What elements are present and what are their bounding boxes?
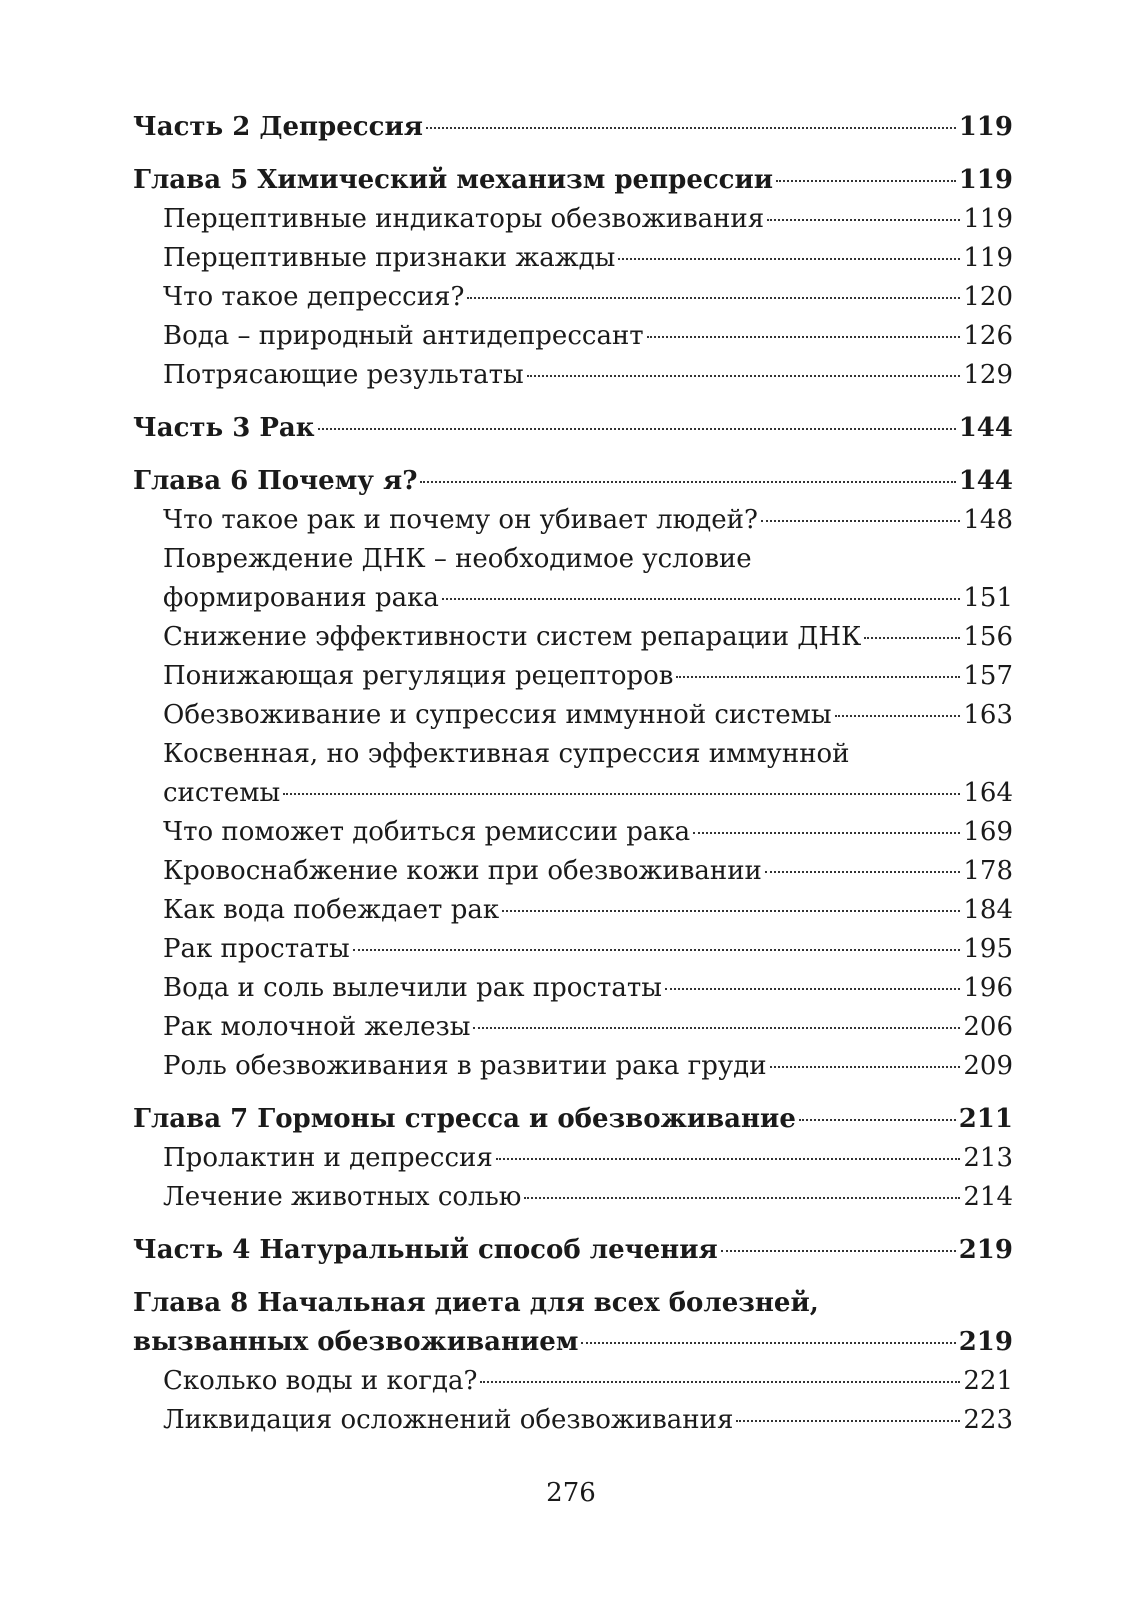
toc-page: 126	[963, 321, 1013, 351]
toc-page: 219	[958, 1235, 1013, 1265]
toc-page: 196	[963, 973, 1013, 1003]
leader-dots	[318, 428, 956, 430]
leader-dots	[693, 832, 960, 834]
toc-title: Кровоснабжение кожи при обезвоживании	[163, 856, 762, 886]
toc-page: 195	[963, 934, 1013, 964]
toc-section[interactable]	[133, 813, 1013, 852]
toc-page: 119	[963, 204, 1013, 234]
toc-title: Что такое депрессия?	[163, 282, 465, 312]
page-number: 276	[546, 1478, 596, 1508]
toc-section[interactable]	[133, 239, 1013, 278]
toc-page: 211	[958, 1104, 1013, 1134]
table-of-contents	[133, 108, 1013, 1440]
toc-section[interactable]	[133, 1362, 1013, 1401]
toc-page: 119	[958, 165, 1013, 195]
toc-page: 164	[963, 778, 1013, 808]
toc-title: Вода и соль вылечили рак простаты	[163, 973, 662, 1003]
toc-title: Лечение животных солью	[163, 1182, 522, 1212]
toc-section[interactable]	[133, 618, 1013, 657]
leader-dots	[765, 871, 960, 873]
toc-title: Глава 7 Гормоны стресса и обезвоживание	[133, 1104, 796, 1134]
toc-title: Снижение эффективности систем репарации ДНК	[163, 622, 862, 652]
toc-section[interactable]	[133, 278, 1013, 317]
toc-page: 213	[963, 1143, 1013, 1173]
leader-dots	[799, 1119, 956, 1121]
toc-section[interactable]	[133, 774, 1013, 813]
toc-page: 184	[963, 895, 1013, 925]
leader-dots	[426, 127, 956, 129]
toc-title: Ликвидация осложнений обезвоживания	[163, 1405, 734, 1435]
toc-page: 214	[963, 1182, 1013, 1212]
toc-section[interactable]	[133, 891, 1013, 930]
leader-dots	[647, 336, 961, 338]
toc-section[interactable]	[133, 356, 1013, 395]
toc-section[interactable]	[133, 1178, 1013, 1217]
toc-title-line1[interactable]: Повреждение ДНК – необходимое условие	[163, 544, 752, 574]
toc-chapter-8[interactable]	[133, 1323, 1013, 1362]
toc-section[interactable]	[133, 317, 1013, 356]
leader-dots	[864, 637, 960, 639]
toc-title: формирования рака	[163, 583, 439, 613]
toc-chapter-6[interactable]	[133, 462, 1013, 501]
toc-page: 156	[963, 622, 1013, 652]
toc-title-line1[interactable]: Глава 8 Начальная диета для всех болезней,	[133, 1288, 819, 1318]
toc-page: 219	[958, 1327, 1013, 1357]
toc-title: Вода – природный антидепрессант	[163, 321, 644, 351]
toc-page: 119	[958, 112, 1013, 142]
toc-chapter-7[interactable]	[133, 1100, 1013, 1139]
leader-dots	[761, 520, 960, 522]
toc-title: Сколько воды и когда?	[163, 1366, 478, 1396]
toc-section[interactable]	[133, 1047, 1013, 1086]
leader-dots	[736, 1420, 960, 1422]
toc-title: Потрясающие результаты	[163, 360, 524, 390]
toc-title: Глава 5 Химический механизм репрессии	[133, 165, 774, 195]
toc-page: 206	[963, 1012, 1013, 1042]
toc-page: 178	[963, 856, 1013, 886]
toc-title: Пролактин и депрессия	[163, 1143, 493, 1173]
toc-title: Перцептивные индикаторы обезвоживания	[163, 204, 765, 234]
toc-page: 157	[963, 661, 1013, 691]
toc-title-line1[interactable]: Косвенная, но эффективная супрессия иммунной	[163, 739, 850, 769]
toc-section[interactable]	[133, 501, 1013, 540]
leader-dots	[467, 297, 960, 299]
toc-section[interactable]	[133, 657, 1013, 696]
leader-dots	[767, 219, 960, 221]
toc-section[interactable]	[133, 200, 1013, 239]
toc-page: 144	[958, 466, 1013, 496]
leader-dots	[353, 949, 961, 951]
leader-dots	[665, 988, 960, 990]
toc-section[interactable]	[133, 1008, 1013, 1047]
toc-section[interactable]	[133, 930, 1013, 969]
toc-page: 223	[963, 1405, 1013, 1435]
toc-section[interactable]	[133, 1401, 1013, 1440]
toc-chapter-5[interactable]	[133, 161, 1013, 200]
toc-page: 209	[963, 1051, 1013, 1081]
leader-dots	[524, 1197, 960, 1199]
leader-dots	[676, 676, 960, 678]
toc-part-4[interactable]	[133, 1231, 1013, 1270]
leader-dots	[480, 1381, 960, 1383]
toc-page: 221	[963, 1366, 1013, 1396]
leader-dots	[770, 1066, 961, 1068]
toc-title: Как вода побеждает рак	[163, 895, 500, 925]
leader-dots	[496, 1158, 961, 1160]
leader-dots	[442, 598, 961, 600]
leader-dots	[502, 910, 960, 912]
toc-title: вызванных обезвоживанием	[133, 1327, 579, 1357]
toc-title: Роль обезвоживания в развитии рака груди	[163, 1051, 767, 1081]
toc-section[interactable]	[133, 1139, 1013, 1178]
leader-dots	[721, 1250, 956, 1252]
toc-section[interactable]	[133, 579, 1013, 618]
toc-section[interactable]	[133, 696, 1013, 735]
toc-part-2[interactable]	[133, 108, 1013, 147]
toc-title: Перцептивные признаки жажды	[163, 243, 616, 273]
leader-dots	[835, 715, 961, 717]
toc-title: Что поможет добиться ремиссии рака	[163, 817, 691, 847]
toc-part-3[interactable]	[133, 409, 1013, 448]
toc-title: Глава 6 Почему я?	[133, 466, 418, 496]
toc-page: 119	[963, 243, 1013, 273]
toc-page: 148	[963, 505, 1013, 535]
toc-title: системы	[163, 778, 281, 808]
toc-page: 120	[963, 282, 1013, 312]
leader-dots	[420, 481, 955, 483]
toc-title: Часть 4 Натуральный способ лечения	[133, 1235, 718, 1265]
toc-title: Часть 2 Депрессия	[133, 112, 423, 142]
toc-section[interactable]	[133, 969, 1013, 1008]
toc-page: 144	[958, 413, 1013, 443]
toc-section[interactable]	[133, 852, 1013, 891]
toc-page: 129	[963, 360, 1013, 390]
toc-title: Рак молочной железы	[163, 1012, 471, 1042]
leader-dots	[581, 1342, 955, 1344]
toc-title: Обезвоживание и супрессия иммунной системы	[163, 700, 832, 730]
leader-dots	[473, 1027, 960, 1029]
toc-page: 163	[963, 700, 1013, 730]
leader-dots	[527, 375, 961, 377]
leader-dots	[618, 258, 960, 260]
toc-title: Что такое рак и почему он убивает людей?	[163, 505, 758, 535]
toc-page: 169	[963, 817, 1013, 847]
toc-page: 151	[963, 583, 1013, 613]
toc-title: Часть 3 Рак	[133, 413, 315, 443]
toc-title: Рак простаты	[163, 934, 350, 964]
leader-dots	[283, 793, 960, 795]
leader-dots	[776, 180, 956, 182]
toc-title: Понижающая регуляция рецепторов	[163, 661, 674, 691]
